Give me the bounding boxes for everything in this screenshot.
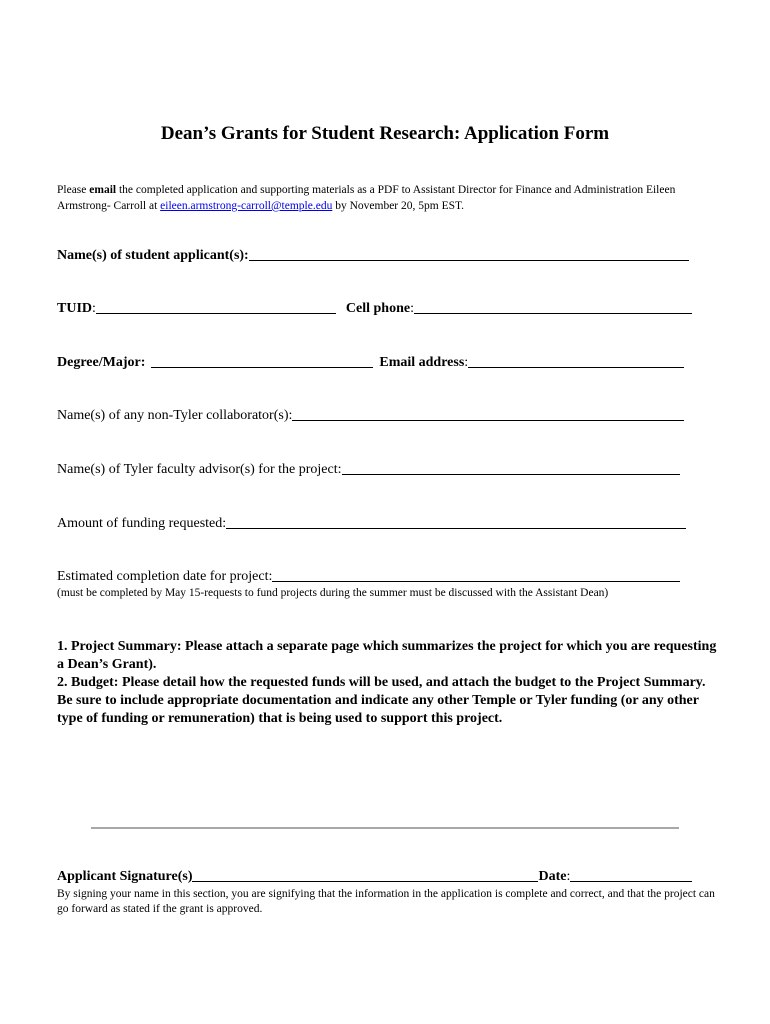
degree-major-label: Degree/Major: bbox=[57, 355, 146, 370]
project-summary-instruction: 1. Project Summary: Please attach a separate page which summarizes the project for which you are requesting a Dean’s Grant). bbox=[57, 639, 717, 672]
signature-row bbox=[57, 869, 692, 885]
degree-major-field[interactable] bbox=[151, 366, 373, 368]
date-field[interactable] bbox=[570, 880, 692, 882]
funding-amount-row bbox=[57, 516, 686, 532]
budget-instruction: 2. Budget: Please detail how the requested funds will be used, and attach the budget to the Project Summary. Be sure to include appropriate documentation and indicate any other Temple or Tyler funding (or any other type of funding or remuneration) that is being used to support this project. bbox=[57, 675, 706, 726]
completion-date-field[interactable] bbox=[272, 580, 680, 582]
faculty-advisor-row bbox=[57, 462, 680, 478]
student-applicants-label: Name(s) of student applicant(s): bbox=[57, 248, 249, 263]
degree-email-row bbox=[57, 355, 684, 371]
collaborators-label: Name(s) of any non-Tyler collaborator(s): bbox=[57, 408, 293, 423]
collaborators-row bbox=[57, 408, 684, 424]
student-applicants-row bbox=[57, 248, 689, 264]
email-address-field[interactable] bbox=[468, 366, 684, 368]
email-address-colon: : bbox=[464, 355, 469, 370]
signature-help-text: By signing your name in this section, you are signifying that the information in the application is complete and correct, and that the project can go forward as stated if the grant is approved. bbox=[57, 888, 715, 915]
email-address-label: Email address bbox=[379, 355, 465, 370]
completion-date-label: Estimated completion date for project: bbox=[57, 569, 273, 584]
completion-note: (must be completed by May 15-requests to fund projects during the summer must be discussed with the Assistant Dean) bbox=[57, 587, 609, 599]
tuid-field[interactable] bbox=[96, 312, 336, 314]
intro-emphasis: email bbox=[89, 184, 117, 196]
cell-phone-field[interactable] bbox=[414, 312, 692, 314]
faculty-advisor-field[interactable] bbox=[342, 473, 680, 475]
collaborators-field[interactable] bbox=[292, 419, 684, 421]
signature-field[interactable] bbox=[192, 880, 538, 882]
intro-paragraph bbox=[57, 182, 717, 214]
page-title: Dean’s Grants for Student Research: Application Form bbox=[160, 123, 610, 144]
tuid-label: TUID bbox=[57, 301, 93, 316]
section-divider bbox=[91, 827, 679, 829]
student-applicants-field[interactable] bbox=[249, 259, 689, 261]
intro-deadline: by November 20, 5pm EST. bbox=[332, 200, 465, 212]
date-label: Date bbox=[538, 869, 567, 884]
instructions bbox=[57, 638, 717, 728]
cell-phone-label: Cell phone bbox=[345, 301, 411, 316]
signature-label: Applicant Signature(s) bbox=[57, 869, 193, 884]
completion-date-row bbox=[57, 569, 680, 585]
funding-amount-field[interactable] bbox=[226, 527, 686, 529]
tuid-phone-row bbox=[57, 301, 692, 317]
date-colon: : bbox=[566, 869, 571, 884]
intro-prefix: Please bbox=[57, 184, 90, 196]
funding-amount-label: Amount of funding requested: bbox=[57, 516, 227, 531]
tuid-colon: : bbox=[92, 301, 96, 316]
intro-text: the completed application and supporting materials as a PDF to Assistant Director for Finance and Administration Eileen Armstrong- Carroll at bbox=[57, 184, 676, 212]
faculty-advisor-label: Name(s) of Tyler faculty advisor(s) for the project: bbox=[57, 462, 342, 477]
cell-phone-colon: : bbox=[410, 301, 414, 316]
email-link[interactable]: eileen.armstrong-carroll@temple.edu bbox=[160, 200, 333, 212]
